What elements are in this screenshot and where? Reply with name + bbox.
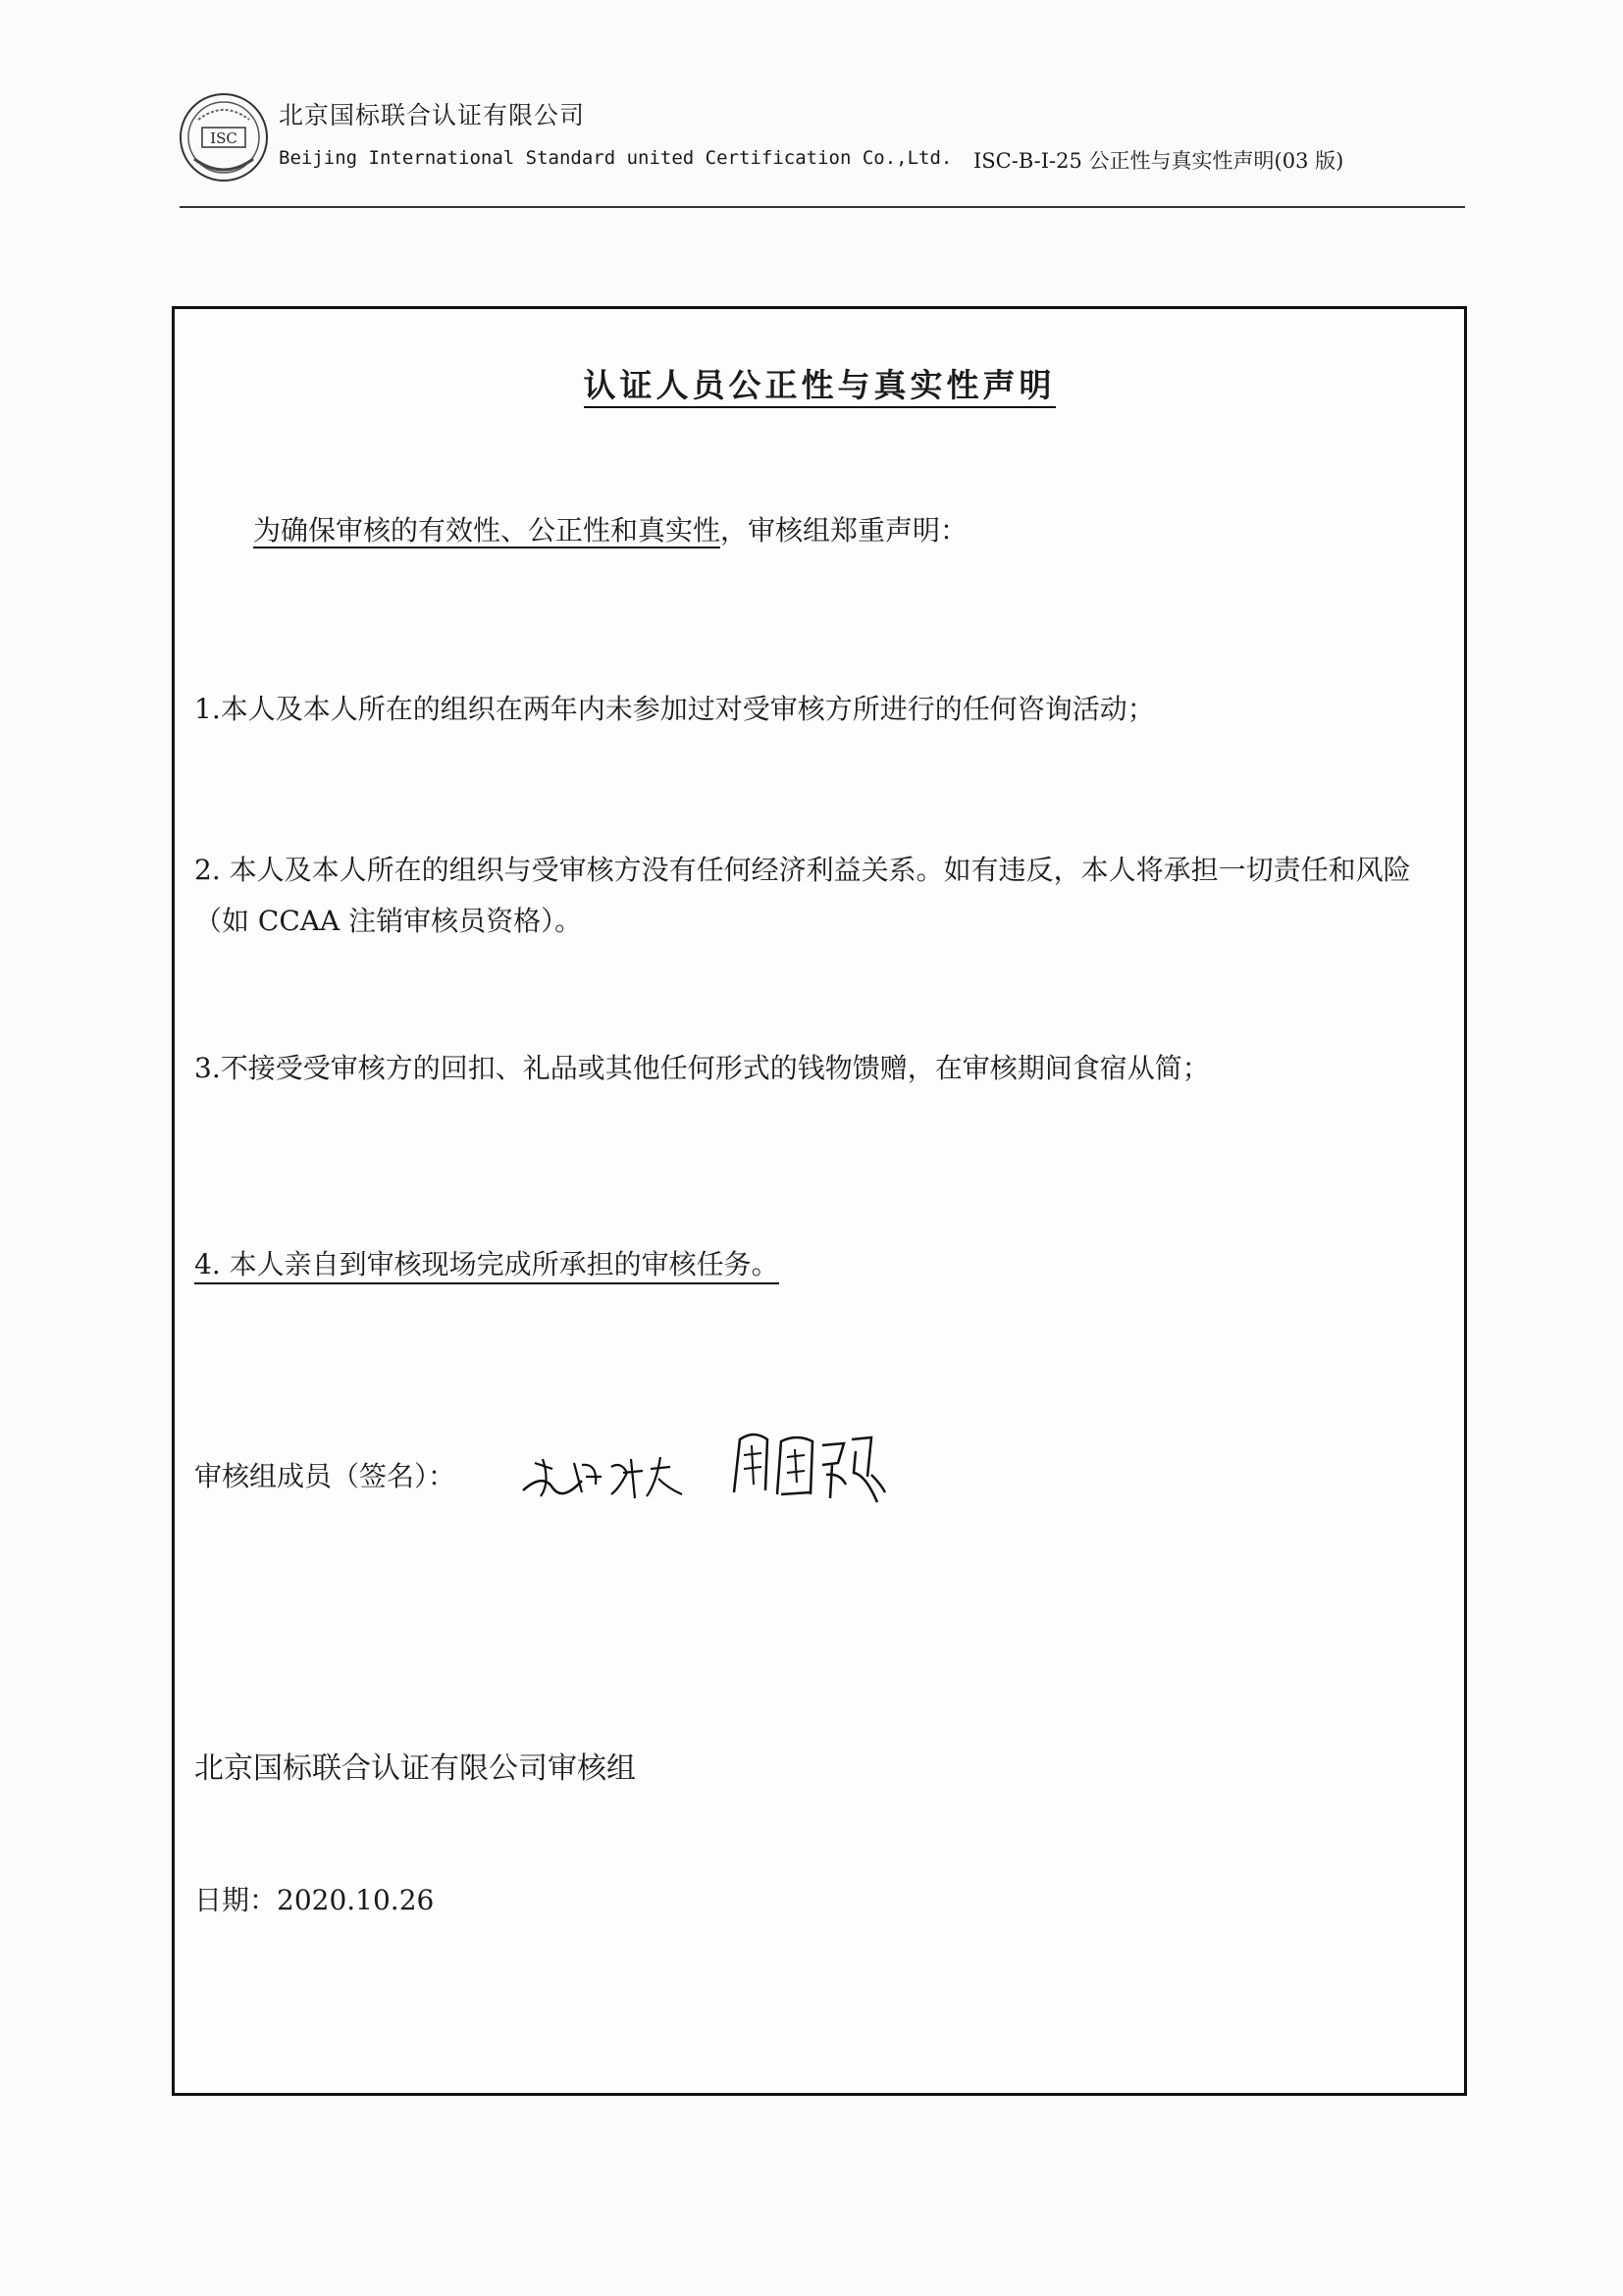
signature-2	[724, 1416, 891, 1514]
header-divider	[180, 206, 1465, 208]
form-code: ISC-B-I-25 公正性与真实性声明(03 版)	[973, 149, 1344, 173]
intro-underlined: 为确保审核的有效性、公正性和真实性	[253, 514, 721, 547]
company-logo	[177, 90, 271, 184]
item-4: 4. 本人亲自到审核现场完成所承担的审核任务。	[194, 1239, 1444, 1290]
date-label: 日期：	[194, 1884, 278, 1916]
logo-text: ISC	[210, 130, 237, 147]
signature-1	[513, 1434, 690, 1512]
audit-team-organization: 北京国标联合认证有限公司审核组	[194, 1751, 636, 1786]
declaration-box	[172, 306, 1467, 2096]
item-1: 1.本人及本人所在的组织在两年内未参加过对受审核方所进行的任何咨询活动；	[194, 693, 1155, 725]
intro-paragraph	[253, 505, 1444, 556]
date-value: 2020.10.26	[277, 1884, 435, 1916]
intro-rest: ，审核组郑重声明：	[720, 514, 969, 547]
item-3: 3.不接受受审核方的回扣、礼品或其他任何形式的钱物馈赠，在审核期间食宿从简；	[194, 1052, 1210, 1084]
company-name-cn: 北京国标联合认证有限公司	[279, 101, 586, 130]
item-2: 2. 本人及本人所在的组织与受审核方没有任何经济利益关系。如有违反，本人将承担一切责任和风险（如 CCAA 注销审核员资格）。	[194, 854, 1411, 937]
date-line	[194, 1879, 434, 1918]
company-name-en: Beijing International Standard united Certification Co.,Ltd.	[279, 147, 953, 169]
document-title: 认证人员公正性与真实性声明	[175, 360, 1464, 406]
signature-label: 审核组成员（签名）：	[194, 1460, 456, 1492]
